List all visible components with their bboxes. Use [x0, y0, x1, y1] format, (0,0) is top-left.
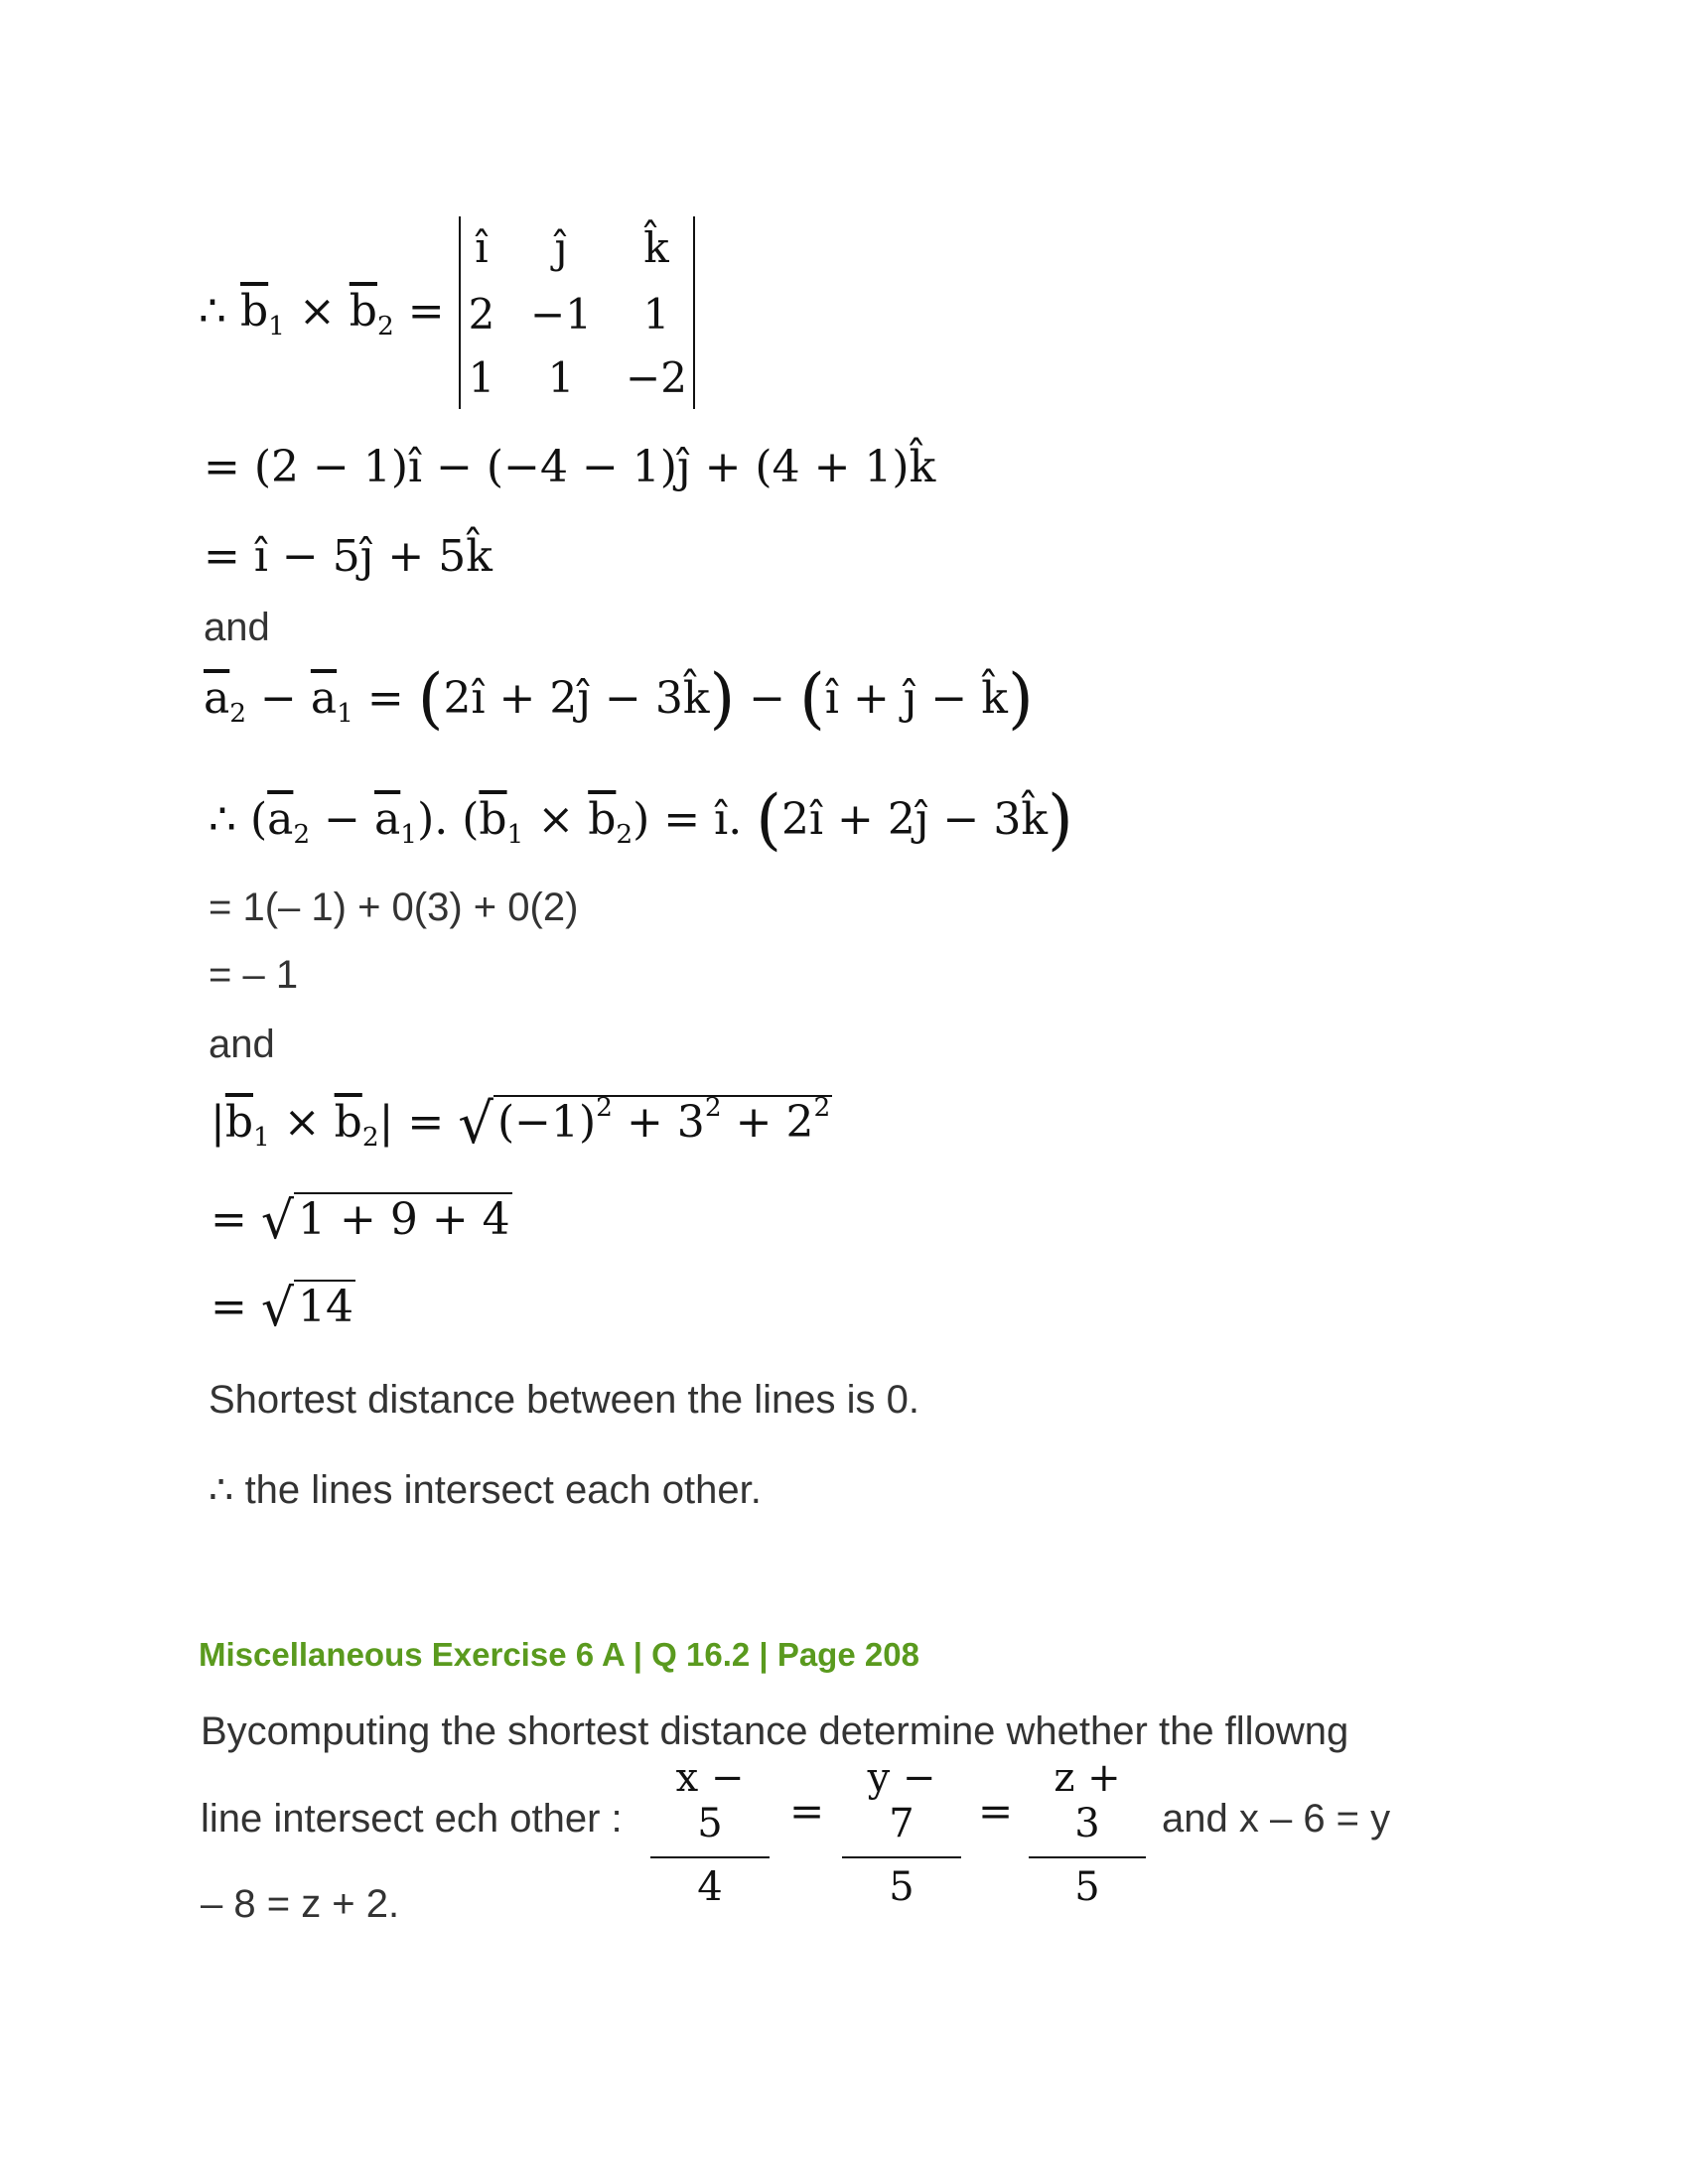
fraction-y-numerator: y − 7 — [842, 1755, 961, 1858]
expansion-line-1: = (2 − 1)î − (−4 − 1)ĵ + (4 + 1)k̂ — [204, 442, 936, 492]
det-cell-2-2: −1 — [530, 290, 592, 339]
cross-product-lhs: ∴ $\overline{b}_1 \times \overline{b}_2$ = — [199, 286, 445, 342]
fraction-z — [1029, 1755, 1146, 1910]
expansion-line-2: = î − 5ĵ + 5k̂ — [204, 531, 492, 582]
question-line-2-start: line intersect ech other : — [201, 1797, 623, 1841]
magnitude-radicand-1: $(-1)^2 + 3^2 + 2^2$ — [493, 1095, 832, 1148]
equals-sign: = — [211, 1282, 247, 1332]
magnitude-line-1: $|\overline{b}_1 \times \overline{b}_2| = √(-1)^2 + 3^2 + 2^2$ — [211, 1091, 831, 1157]
dot-product-line: ∴ $(\overline{a}_2 - \overline{a}_1)$. $(\overline{b}_1 \times \overline{b}_2)$ = î. (2î + 2ĵ − 3k̂) — [209, 781, 1073, 858]
conclusion-distance: Shortest distance between the lines is 0. — [209, 1378, 919, 1422]
question-line-2-end: and x – 6 = y — [1162, 1797, 1391, 1841]
conclusion-intersect: ∴ the lines intersect each other. — [209, 1468, 762, 1512]
det-cell-2-1: 2 — [468, 290, 495, 339]
fraction-z-denominator: 5 — [1074, 1864, 1100, 1910]
fraction-y-denominator: 5 — [889, 1864, 914, 1910]
det-cell-1-3: k̂ — [643, 223, 669, 272]
and-label-1: and — [204, 606, 270, 649]
det-cell-1-2: ĵ — [554, 223, 568, 272]
fraction-y — [842, 1755, 961, 1910]
det-cell-3-1: 1 — [468, 353, 495, 402]
det-cell-1-1: î — [475, 223, 489, 272]
fraction-x-numerator: x − 5 — [650, 1755, 770, 1858]
equals-sign-1: = — [789, 1787, 825, 1836]
equals-sign-2: = — [978, 1787, 1014, 1836]
magnitude-line-3: = √14 — [211, 1279, 354, 1338]
vector-difference-line: $\overline{a}_2 - \overline{a}_1$ = (2î + 2ĵ − 3k̂) − (î + ĵ − k̂) — [204, 660, 1034, 737]
fraction-z-numerator: z + 3 — [1029, 1755, 1146, 1858]
magnitude-line-2: = √1 + 9 + 4 — [211, 1191, 510, 1251]
question-heading: Miscellaneous Exercise 6 A | Q 16.2 | Page 208 — [199, 1636, 919, 1673]
calc-line-2: = – 1 — [209, 953, 299, 997]
equals-sign: = — [211, 1194, 247, 1245]
question-line-1: Bycomputing the shortest distance determine whether the fllowng — [201, 1709, 1349, 1753]
magnitude-radicand-3: 14 — [294, 1280, 355, 1332]
magnitude-radicand-2: 1 + 9 + 4 — [294, 1192, 512, 1245]
fraction-x — [650, 1755, 770, 1910]
question-line-3: – 8 = z + 2. — [201, 1882, 400, 1926]
det-cell-3-2: 1 — [547, 353, 575, 402]
calc-line-1: = 1(– 1) + 0(3) + 0(2) — [209, 886, 579, 929]
det-cell-3-3: −2 — [626, 353, 687, 402]
and-label-2: and — [209, 1023, 275, 1066]
det-cell-2-3: 1 — [642, 290, 670, 339]
fraction-x-denominator: 4 — [697, 1864, 723, 1910]
